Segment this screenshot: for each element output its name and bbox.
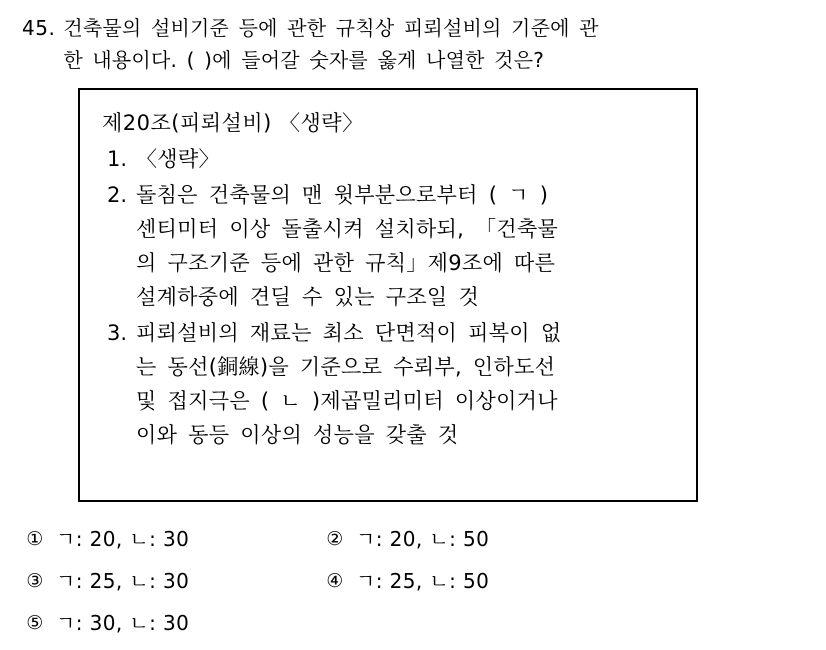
clause-line: 설계하중에 견딜 수 있는 구조일 것 xyxy=(136,285,480,309)
choice-option-3[interactable] xyxy=(22,566,322,596)
choice-label: ㄱ: 25, ㄴ: 30 xyxy=(56,569,190,593)
clause-body xyxy=(136,316,674,452)
clause-number: 3. xyxy=(106,321,127,345)
clause-body xyxy=(136,178,674,314)
choice-option-5[interactable] xyxy=(22,608,322,638)
choice-marker: ① xyxy=(26,528,44,550)
clause-line: 이와 동등 이상의 성능을 갖출 것 xyxy=(136,423,459,447)
clause-line: 돌침은 건축물의 맨 윗부분으로부터 ( ㄱ ) xyxy=(136,183,549,207)
choice-option-4[interactable] xyxy=(322,566,622,596)
excerpt-title: 제20조(피뢰설비) 〈생략〉 xyxy=(102,111,364,135)
clause-line: 센티미터 이상 돌출시켜 설치하되, 「건축물 xyxy=(136,217,559,241)
question-line-1: 건축물의 설비기준 등에 관한 규칙상 피뢰설비의 기준에 관 xyxy=(63,16,599,40)
clause-line: 는 동선(銅線)을 기준으로 수뢰부, 인하도선 xyxy=(136,355,556,379)
choice-row xyxy=(22,524,722,554)
answer-choices xyxy=(22,524,722,650)
clause-line: 및 접지극은 ( ㄴ )제곱밀리미터 이상이거나 xyxy=(136,389,558,413)
clause-line: 〈생략〉 xyxy=(136,147,220,171)
choice-row xyxy=(22,566,722,596)
law-excerpt-box xyxy=(78,88,698,502)
choice-label: ㄱ: 20, ㄴ: 30 xyxy=(56,527,190,551)
clause-body xyxy=(136,142,674,176)
choice-marker: ③ xyxy=(26,570,44,592)
choice-label: ㄱ: 30, ㄴ: 30 xyxy=(56,611,190,635)
question-line-2: 한 내용이다. ( )에 들어갈 숫자를 옳게 나열한 것은? xyxy=(63,48,545,72)
choice-marker: ⑤ xyxy=(26,612,44,634)
question-text xyxy=(63,12,598,76)
excerpt-clause xyxy=(102,142,674,176)
question-stem xyxy=(22,12,806,76)
choice-marker: ② xyxy=(326,528,344,550)
excerpt-clause xyxy=(102,316,674,452)
clause-number: 1. xyxy=(106,147,127,171)
clause-line: 의 구조기준 등에 관한 규칙」제9조에 따른 xyxy=(136,251,556,275)
choice-option-1[interactable] xyxy=(22,524,322,554)
choice-label: ㄱ: 20, ㄴ: 50 xyxy=(356,527,490,551)
choice-row xyxy=(22,608,722,638)
clause-line: 피뢰설비의 재료는 최소 단면적이 피복이 없 xyxy=(136,321,562,345)
question-number: 45. xyxy=(22,16,56,40)
choice-marker: ④ xyxy=(326,570,344,592)
clause-number: 2. xyxy=(106,183,127,207)
choice-label: ㄱ: 25, ㄴ: 50 xyxy=(356,569,490,593)
excerpt-clause xyxy=(102,178,674,314)
choice-option-2[interactable] xyxy=(322,524,622,554)
